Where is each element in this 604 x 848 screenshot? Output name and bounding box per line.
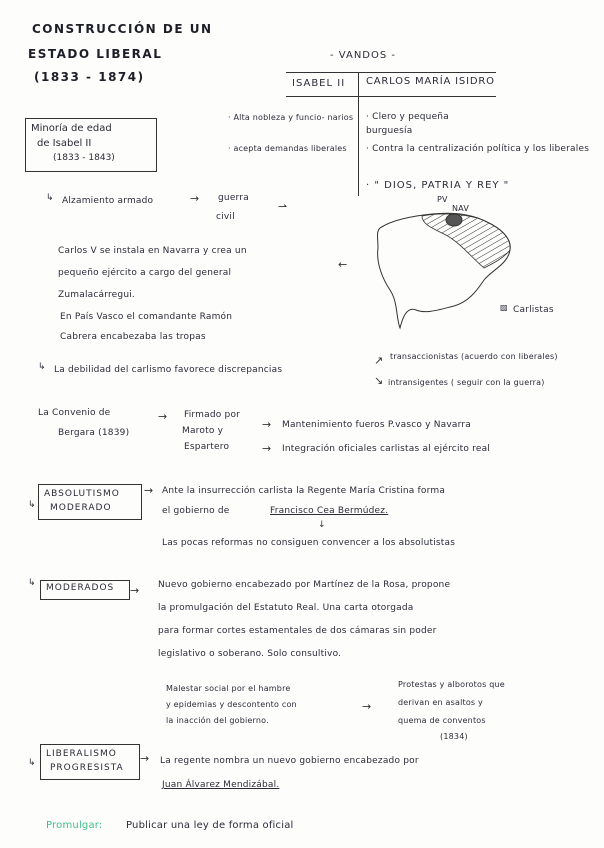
liberalismo-line2: Juan Álvarez Mendizábal.	[162, 780, 280, 790]
bandos-col1-header: ISABEL II	[292, 78, 346, 89]
convenio-line2: Bergara (1839)	[58, 428, 130, 438]
debilidad-option1: transaccionistas (acuerdo con liberales)	[390, 352, 558, 361]
arrow-icon: ⇀	[278, 200, 288, 213]
moderados-line: Nuevo gobierno encabezado por Martínez de la Rosa, propone	[158, 580, 451, 590]
footer-definition: Publicar una ley de forma oficial	[126, 820, 294, 831]
carlos-pv-line: En País Vasco el comandante Ramón	[60, 312, 233, 322]
arrow-down-right-icon: ↘	[374, 374, 384, 387]
page-title-line2: ESTADO LIBERAL	[28, 47, 163, 61]
arrow-down-icon: ↓	[318, 520, 326, 530]
bandos-col1-item: · acepta demandas liberales	[228, 144, 347, 153]
arrow-left-icon: ←	[338, 258, 348, 271]
moderados-arrow: ↳	[28, 578, 36, 588]
map-legend-label: Carlistas	[513, 305, 554, 315]
bandos-divider	[358, 72, 359, 196]
map-label-pv: PV	[437, 195, 448, 204]
page-title-line1: CONSTRUCCIÓN DE UN	[32, 22, 213, 36]
liberalismo-label1: LIBERALISMO	[46, 749, 117, 759]
bandos-header-rule	[286, 96, 496, 97]
minoria-box	[25, 118, 157, 172]
absolutismo-arrow: ↳	[28, 500, 36, 510]
arrow-icon: →	[130, 584, 140, 597]
arrow-icon: →	[362, 700, 372, 713]
convenio-firmado2: Maroto y	[182, 426, 224, 436]
protestas-line: derivan en asaltos y	[398, 698, 483, 707]
arrow-up-right-icon: ↗	[374, 354, 384, 367]
debilidad-option2: intransigentes ( seguir con la guerra)	[388, 378, 545, 387]
convenio-result1: Mantenimiento fueros P.vasco y Navarra	[282, 420, 471, 430]
map-label-nav: NAV	[452, 204, 470, 213]
convenio-firmado1: Firmado por	[184, 410, 241, 420]
absolutismo-label1: ABSOLUTISMO	[44, 489, 120, 499]
protestas-line: Protestas y alborotos que	[398, 680, 505, 689]
absolutismo-text1: Ante la insurrección carlista la Regente María Cristina forma	[162, 486, 446, 496]
bandos-col2-header: CARLOS MARÍA ISIDRO	[366, 76, 495, 87]
protestas-line: quema de conventos	[398, 716, 486, 725]
bandos-col2-item: · Clero y pequeña burguesía	[366, 112, 449, 136]
liberalismo-label2: PROGRESISTA	[50, 763, 124, 773]
carlos-pv-line: Cabrera encabezaba las tropas	[60, 332, 206, 342]
debilidad-arrow: ↳	[38, 362, 46, 372]
arrow-icon: →	[144, 484, 154, 497]
absolutismo-text2a: el gobierno de	[162, 506, 230, 516]
protestas-line: (1834)	[440, 732, 468, 741]
moderados-line: la promulgación del Estatuto Real. Una carta otorgada	[158, 603, 414, 613]
moderados-line: para formar cortes estamentales de dos cámaras sin poder	[158, 626, 437, 636]
bandos-top-rule	[286, 72, 496, 73]
alzamiento-result-line2: civil	[216, 212, 235, 222]
liberalismo-arrow: ↳	[28, 758, 36, 768]
minoria-line2: de Isabel II	[37, 138, 92, 149]
arrow-icon: →	[262, 442, 272, 455]
carlos-line: pequeño ejército a cargo del general	[58, 268, 232, 278]
absolutismo-text3: Las pocas reformas no consiguen convencer a los absolutistas	[162, 538, 456, 548]
moderados-box	[40, 580, 130, 600]
moderados-label: MODERADOS	[46, 583, 115, 593]
footer-term: Promulgar:	[46, 820, 103, 831]
arrow-icon: →	[190, 192, 200, 205]
liberalismo-line1: La regente nombra un nuevo gobierno encabezado por	[160, 756, 419, 766]
carlos-line: Carlos V se instala en Navarra y crea un	[58, 246, 247, 256]
page-title-line3: (1833 - 1874)	[34, 70, 145, 84]
absolutismo-box	[38, 484, 142, 520]
arrow-icon: →	[158, 410, 168, 423]
alzamiento-result-line1: guerra	[218, 193, 249, 203]
minoria-line1: Minoría de edad	[31, 123, 112, 134]
bandos-col2-item: · Contra la centralización política y los liberales	[366, 144, 590, 154]
malestar-line: y epidemias y descontento con	[166, 700, 297, 709]
absolutismo-text2b: Francisco Cea Bermúdez.	[270, 506, 389, 516]
moderados-line: legislativo o soberano. Solo consultivo.	[158, 649, 342, 659]
liberalismo-box	[40, 744, 140, 780]
bandos-heading: - VANDOS -	[330, 50, 397, 61]
alzamiento-arrow: ↳	[46, 193, 54, 203]
malestar-line: Malestar social por el hambre	[166, 684, 291, 693]
malestar-line: la inacción del gobierno.	[166, 716, 269, 725]
arrow-icon: →	[140, 752, 150, 765]
minoria-line3: (1833 - 1843)	[53, 153, 115, 163]
convenio-line1: La Convenio de	[38, 408, 111, 418]
absolutismo-label2: MODERADO	[50, 503, 112, 513]
bandos-col2-item: · " DIOS, PATRIA Y REY "	[366, 180, 510, 191]
debilidad-text: La debilidad del carlismo favorece discrepancias	[54, 365, 283, 375]
alzamiento-text: Alzamiento armado	[62, 196, 154, 206]
bandos-col1-item: · Alta nobleza y funcio- narios	[228, 113, 354, 122]
convenio-firmado3: Espartero	[184, 442, 230, 452]
map-legend-swatch: ▨	[500, 303, 508, 312]
convenio-result2: Integración oficiales carlistas al ejército real	[282, 444, 490, 454]
arrow-icon: →	[262, 418, 272, 431]
carlos-line: Zumalacárregui.	[58, 290, 135, 300]
